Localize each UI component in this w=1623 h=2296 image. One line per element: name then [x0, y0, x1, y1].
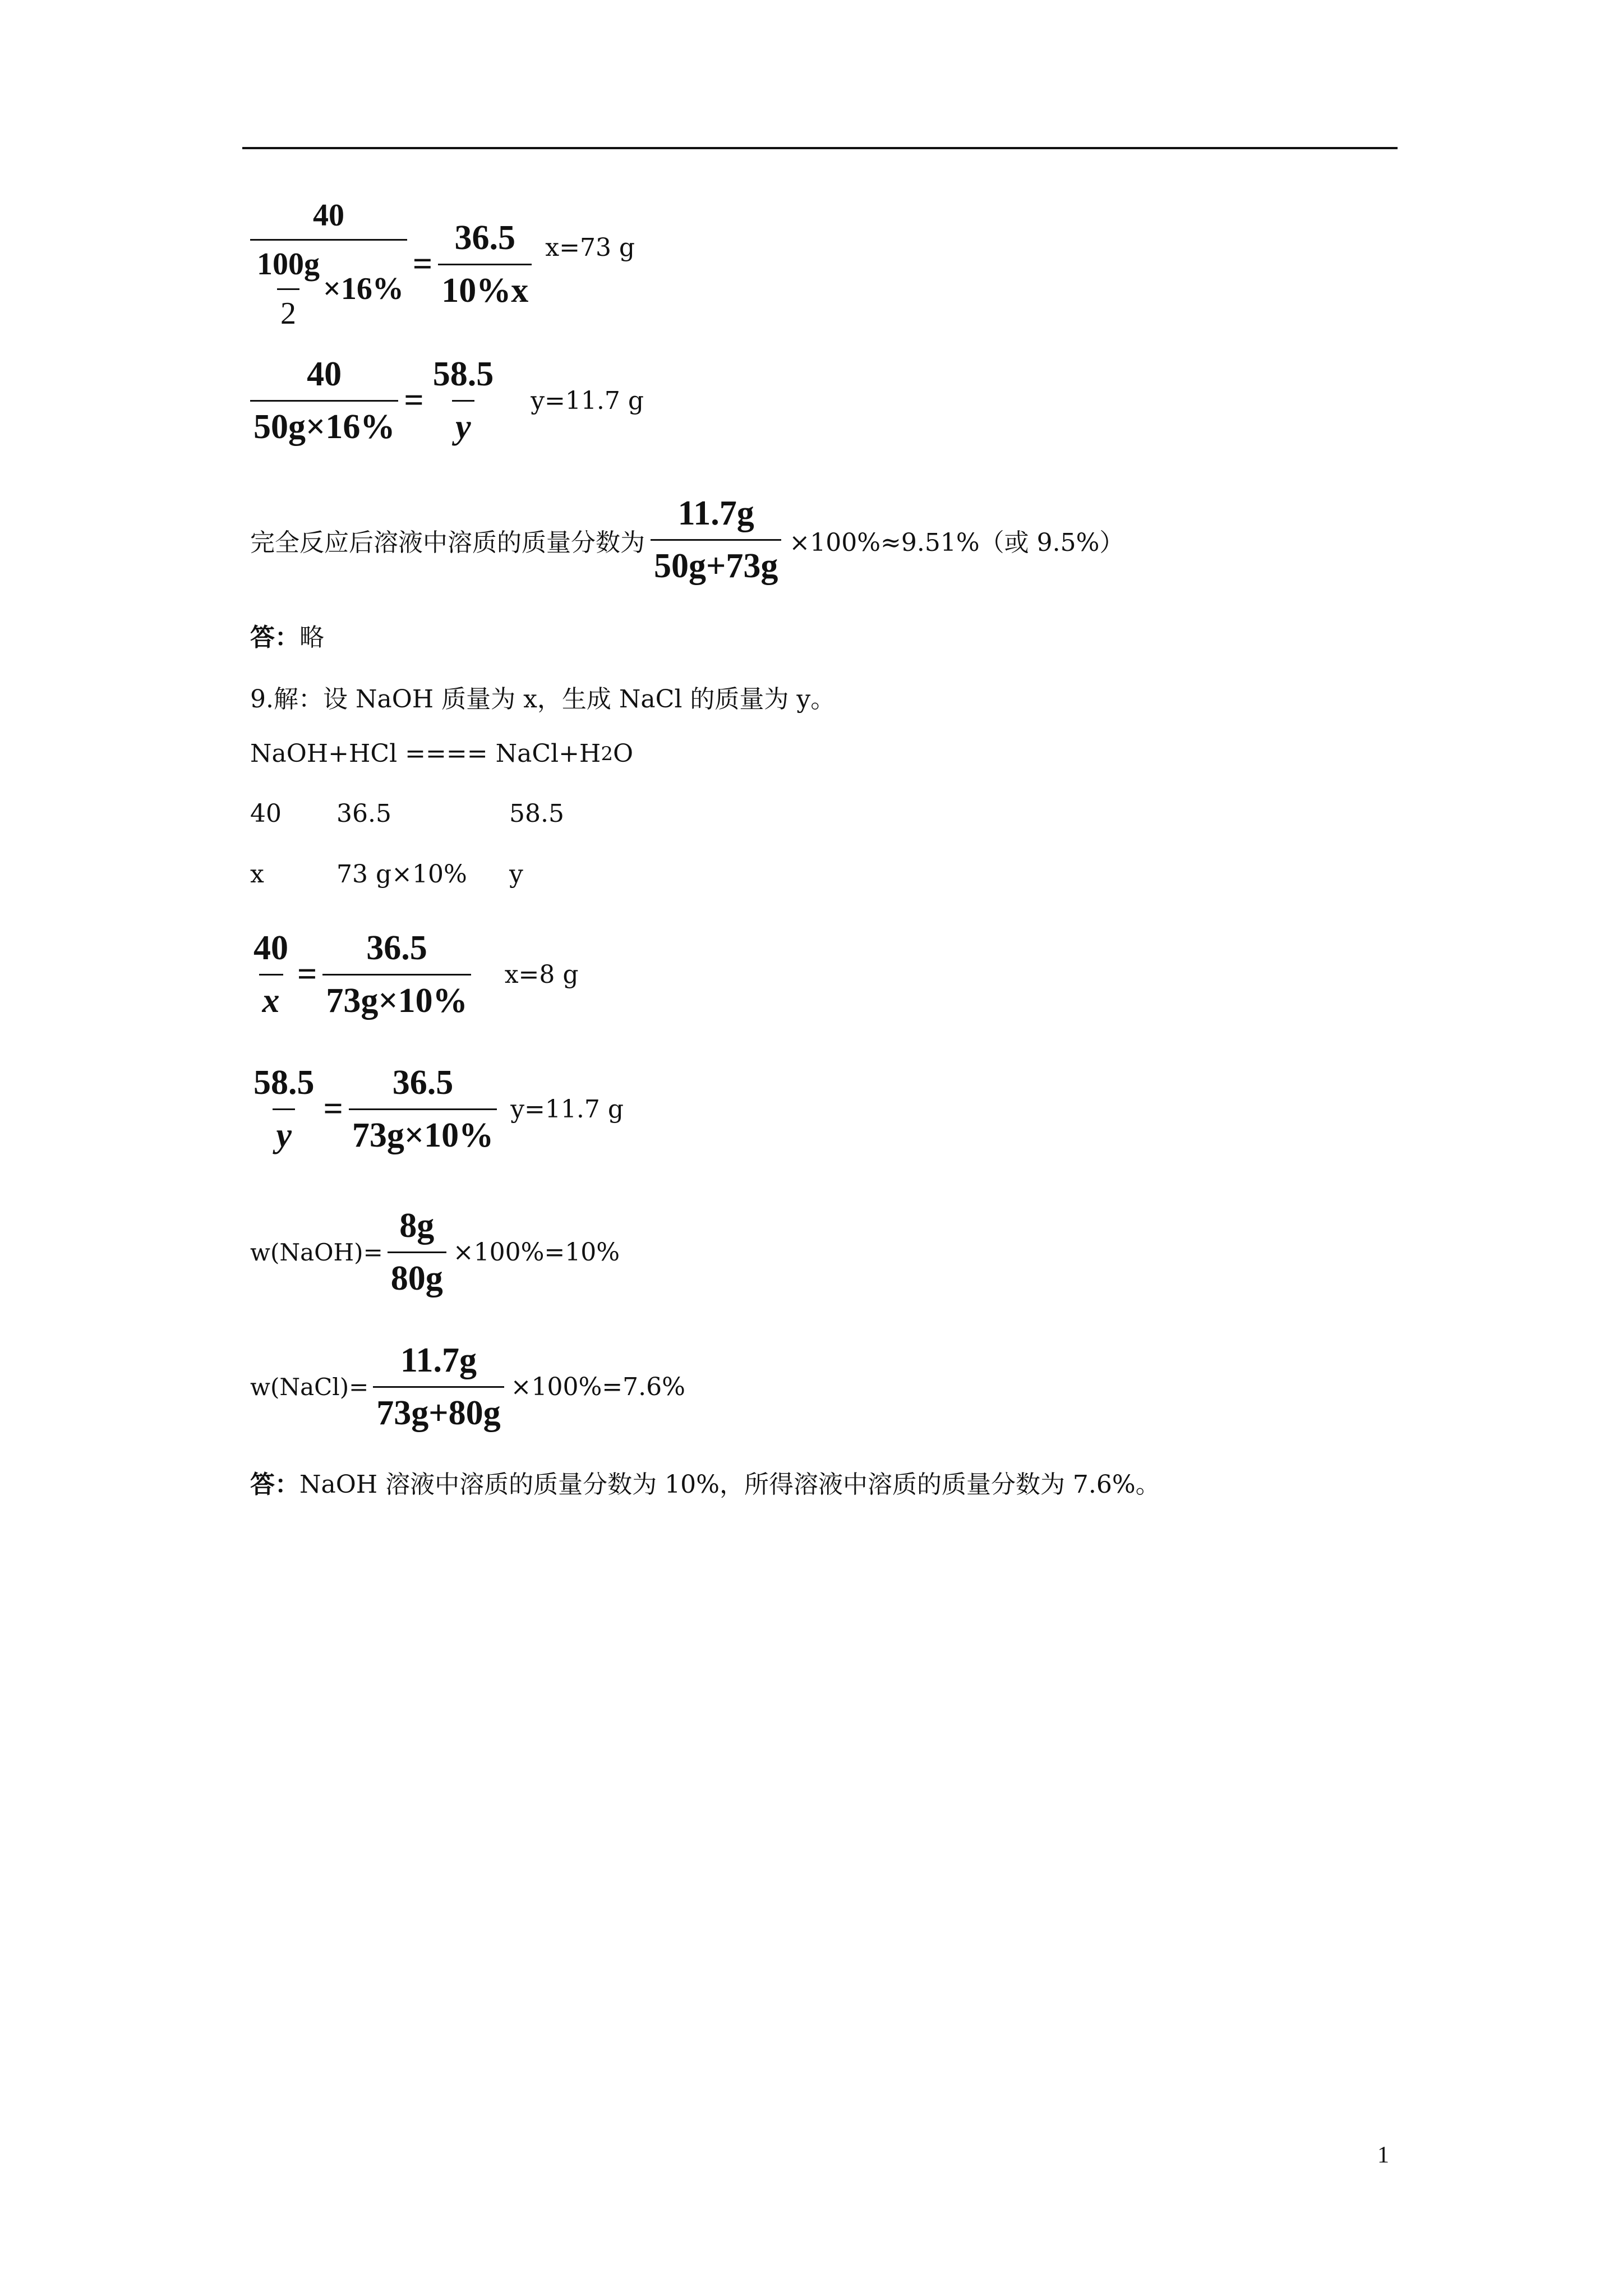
eq4-lhs-den: y — [273, 1108, 295, 1156]
equation-1 — [250, 197, 635, 332]
eq2-rhs-num: 58.5 — [432, 355, 494, 393]
w-naoh-fraction — [388, 1206, 446, 1299]
eq2-result: y=11.7 g — [531, 386, 644, 416]
answer-1 — [250, 617, 324, 653]
mr-hcl: 36.5 — [336, 799, 391, 828]
eq1-lhs-den — [250, 239, 407, 332]
eq1-inner-num: 100g — [257, 247, 320, 282]
equation-3 — [250, 928, 579, 1022]
answer-text: NaOH 溶液中溶质的质量分数为 10%，所得溶液中溶质的质量分数为 7.6%。 — [299, 1470, 1160, 1499]
w-nacl-fraction — [373, 1341, 504, 1434]
eq2-lhs-den: 50g×16% — [250, 400, 398, 447]
mr-naoh: 40 — [250, 799, 282, 828]
eq4-lhs-fraction — [250, 1063, 318, 1156]
eq4-lhs-num: 58.5 — [253, 1064, 315, 1102]
eq1-rhs-den: 10%x — [438, 264, 532, 311]
w-naoh-den: 80g — [388, 1251, 446, 1299]
reaction-right: O — [612, 739, 634, 768]
w-nacl-num: 11.7g — [400, 1341, 477, 1379]
w-nacl-line — [250, 1341, 685, 1434]
mass-fraction-line — [250, 494, 1124, 587]
w-naoh-num: 8g — [399, 1207, 435, 1245]
reaction-subscript: 2 — [601, 742, 613, 765]
eq1-result: x=73 g — [545, 233, 635, 263]
eq4-rhs-fraction — [349, 1063, 497, 1156]
eq2-rhs-den: y — [452, 400, 474, 447]
eq3-rhs-num: 36.5 — [366, 929, 427, 967]
w-nacl-prefix: w(NaCl)= — [250, 1373, 369, 1401]
page-number: 1 — [1377, 2142, 1389, 2168]
eq3-lhs-num: 40 — [253, 929, 288, 967]
mass-hcl: 73 g×10% — [336, 860, 467, 889]
equals-sign: = — [297, 955, 317, 994]
eq1-inner-den: 2 — [277, 288, 299, 332]
answer-text: 略 — [299, 623, 324, 652]
eq4-result: y=11.7 g — [510, 1095, 624, 1124]
equation-4 — [250, 1063, 624, 1156]
eq1-inner-fraction — [253, 246, 323, 332]
eq1-den-tail: ×16% — [323, 272, 404, 307]
mass-fraction-prefix: 完全反应后溶液中溶质的质量分数为 — [250, 528, 645, 557]
eq1-lhs-num: 40 — [312, 198, 344, 233]
equals-sign: = — [412, 245, 433, 284]
eq3-result: x=8 g — [504, 960, 579, 990]
equation-2 — [250, 355, 644, 448]
header-rule — [242, 147, 1398, 149]
eq3-lhs-den: x — [259, 974, 283, 1021]
answer-label: 答： — [250, 623, 299, 652]
mass-naoh: x — [250, 860, 264, 889]
reaction-left: NaOH+HCl ==== NaCl+H — [250, 739, 601, 768]
equals-sign: = — [404, 381, 424, 420]
w-naoh-line — [250, 1206, 620, 1299]
eq3-lhs-fraction — [250, 928, 292, 1022]
mass-fraction-den: 50g+73g — [651, 539, 781, 586]
w-nacl-den: 73g+80g — [373, 1386, 504, 1433]
eq2-rhs-fraction — [430, 355, 497, 448]
mass-fraction-suffix: ×100%≈9.51%（或 9.5%） — [789, 528, 1124, 557]
reaction-equation — [250, 739, 633, 768]
answer-2 — [250, 1464, 1160, 1500]
eq1-rhs-fraction — [438, 218, 532, 311]
mass-nacl: y — [509, 860, 523, 889]
answer-label: 答： — [250, 1470, 299, 1499]
eq4-rhs-den: 73g×10% — [349, 1108, 497, 1156]
eq2-lhs-num: 40 — [307, 355, 342, 393]
w-naoh-prefix: w(NaOH)= — [250, 1239, 383, 1267]
equals-sign: = — [323, 1090, 343, 1129]
eq4-rhs-num: 36.5 — [392, 1064, 454, 1102]
w-naoh-suffix: ×100%=10% — [453, 1238, 620, 1267]
mass-fraction-num: 11.7g — [677, 494, 754, 532]
mass-fraction-fraction — [651, 494, 781, 587]
eq1-rhs-num: 36.5 — [454, 218, 516, 257]
question-9-intro: 9.解：设 NaOH 质量为 x，生成 NaCl 的质量为 y。 — [250, 685, 836, 714]
eq3-rhs-fraction — [322, 928, 471, 1022]
mr-nacl: 58.5 — [509, 799, 564, 828]
eq1-lhs-fraction — [250, 197, 407, 332]
eq3-rhs-den: 73g×10% — [322, 974, 471, 1021]
eq2-lhs-fraction — [250, 355, 398, 448]
w-nacl-suffix: ×100%=7.6% — [510, 1373, 685, 1402]
